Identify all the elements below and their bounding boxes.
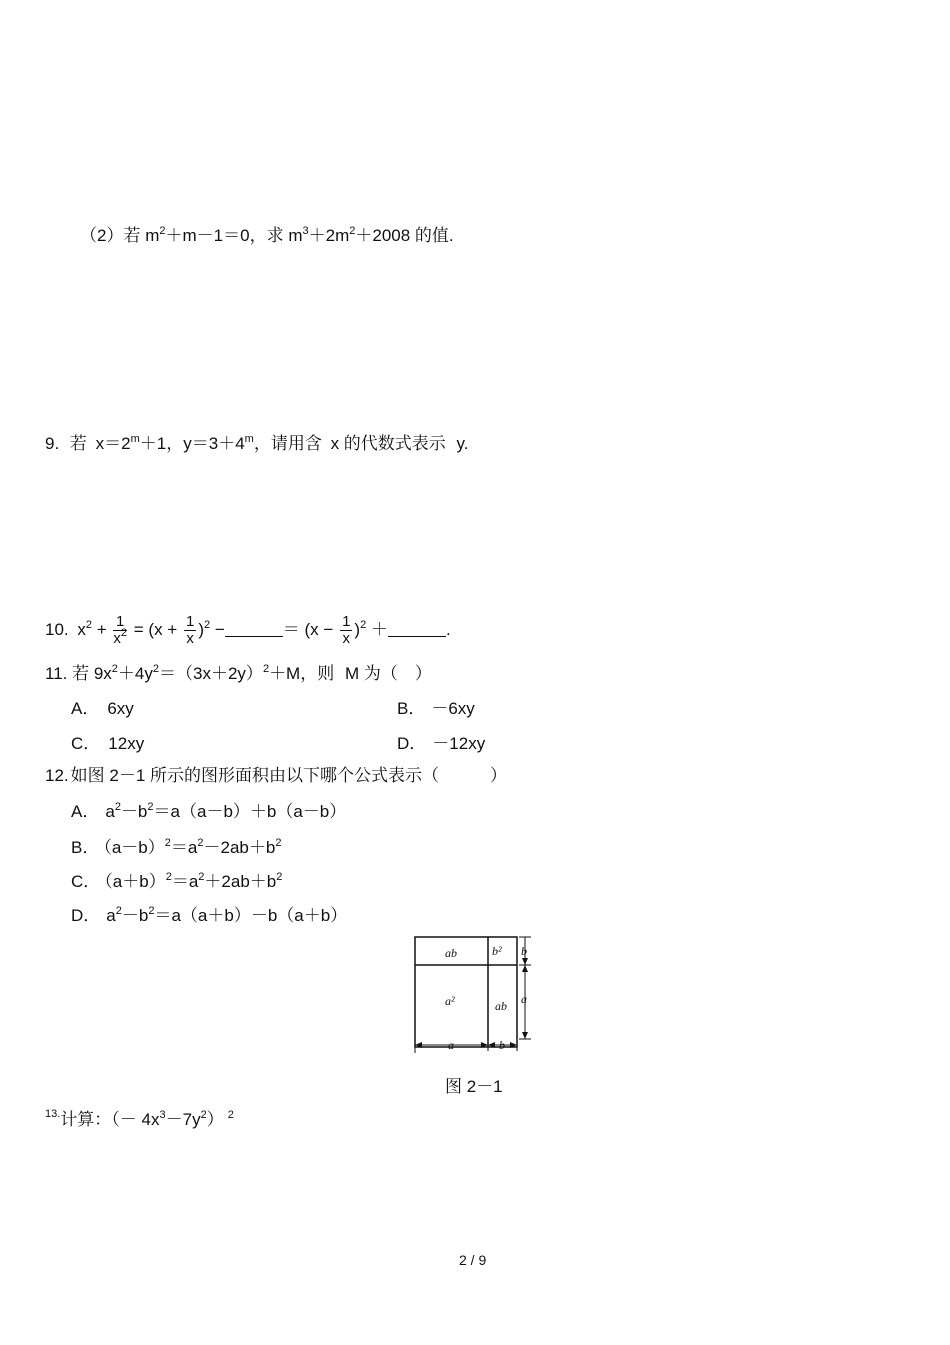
question-number: 9. — [45, 434, 60, 453]
option-12-c: C． $(a+b)^2=a^2+2ab+b^2$ — [71, 871, 283, 891]
question-10: 10. $x^2$ + $\frac{1}{x^2}$ = (x + $\frac{1}{x}$ )$^2$ − ＝ (x − $\frac{1}{x}$ )$^2$ ＋ . — [45, 613, 451, 648]
label-a-side: a — [521, 992, 527, 1006]
option-12-d: D． $a^2-b^2=a(a+b)-b(a+b)$ — [71, 905, 348, 925]
label-ab-top: ab — [445, 946, 457, 960]
outer-square — [415, 937, 517, 1047]
figure-caption: 图 2－1 — [445, 1077, 503, 1096]
question-13: $^{13.}$计算：（－ $4x^3-7y^2$） $^2$ — [45, 1108, 234, 1129]
question-number: 11. — [45, 664, 68, 683]
label-b-bottom: b — [499, 1038, 505, 1052]
option-11-c: C． 12xy — [71, 734, 145, 753]
label-b-side: b — [521, 944, 527, 958]
option-12-b: B． $(a-b)^2=a^2-2ab+b^2$ — [71, 837, 282, 857]
label-b-squared: b² — [492, 944, 502, 958]
question-12: 12. 如图 2－1 所示的图形面积由以下哪个公式表示（ ） — [45, 766, 507, 785]
label-a-squared: a² — [445, 994, 455, 1008]
question-number: 12. — [45, 766, 69, 785]
question-number: 13. — [45, 1108, 61, 1120]
answer-blank-2 — [388, 620, 446, 637]
page-number: 2 / 9 — [459, 1252, 487, 1268]
option-11-d: D． －12xy — [397, 734, 486, 753]
question-number: 10. — [45, 620, 69, 639]
label-ab-right: ab — [495, 999, 507, 1013]
option-11-b: B． －6xy — [397, 699, 475, 718]
question-8-part-2: （2）若 $m^2+m-1=0$，求 $m^3+2m^2+2008$ 的值. — [80, 225, 454, 245]
label-a-bottom: a — [448, 1038, 454, 1052]
option-12-a: A． $a^2-b^2=a(a-b)+b(a-b)$ — [71, 801, 347, 821]
question-9: 9. 若 $x=2^m+1$，$y=3+4^m$，请用含 x 的代数式表示 y. — [45, 433, 469, 453]
area-diagram — [413, 935, 539, 1057]
question-11: 11. 若 $9x^2+4y^2=(3x+2y)^2+M$，则 M 为（ ） — [45, 663, 432, 683]
answer-blank-1 — [225, 620, 283, 637]
fraction-1-over-x-2: $\frac{1}{x}$ — [342, 613, 351, 648]
option-11-a: A． 6xy — [71, 699, 134, 718]
fraction-1-over-x-squared: $\frac{1}{x^2}$ — [113, 613, 128, 648]
fraction-1-over-x: $\frac{1}{x}$ — [185, 613, 195, 648]
figure-2-1 — [413, 935, 539, 1062]
part-label: （2）若 — [80, 226, 141, 245]
